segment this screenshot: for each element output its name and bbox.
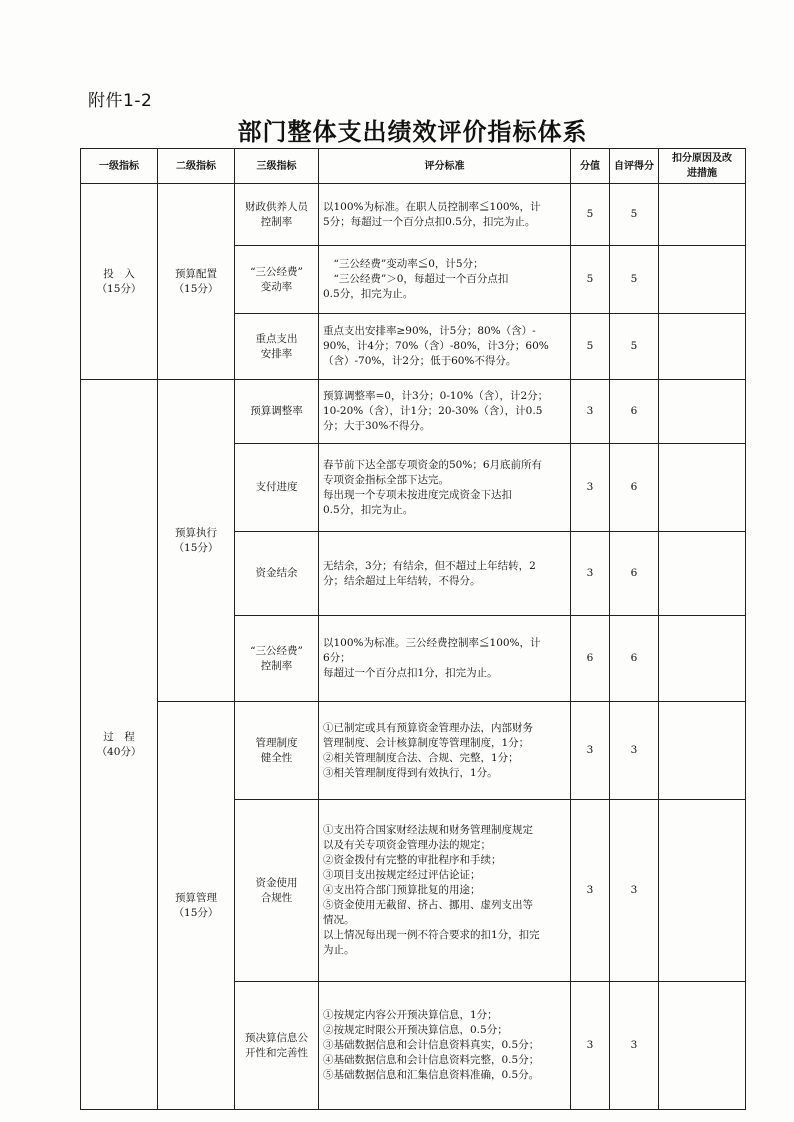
- level1-input: 投 入 （15分）: [81, 184, 158, 380]
- table-row: [81, 184, 746, 246]
- self-score-cell: 6: [610, 532, 659, 616]
- level1-process: 过 程 （40分）: [81, 380, 158, 1110]
- deduction-cell: [659, 702, 746, 800]
- table-row: [81, 702, 746, 800]
- deduction-cell: [659, 184, 746, 246]
- header-score: 分值: [571, 149, 610, 184]
- criteria-cell: 预算调整率=0，计3分；0-10%（含），计2分； 10-20%（含），计1分；20-30%（含），计0.5 分；大于30%不得分。: [319, 380, 571, 444]
- level3-cell: “三公经费” 控制率: [235, 616, 319, 702]
- level3-cell: “三公经费” 变动率: [235, 246, 319, 314]
- score-cell: 5: [571, 246, 610, 314]
- deduction-cell: [659, 314, 746, 380]
- deduction-cell: [659, 246, 746, 314]
- score-cell: 5: [571, 184, 610, 246]
- level2-budget-mgmt: 预算管理 （15分）: [158, 702, 235, 1110]
- header-row: [81, 149, 746, 184]
- level3-cell: 支付进度: [235, 444, 319, 532]
- criteria-cell: 春节前下达全部专项资金的50%；6月底前所有 专项资金指标全部下达完。 每出现一个专项未按进度完成资金下达扣 0.5分，扣完为止。: [319, 444, 571, 532]
- criteria-cell: 无结余，3分；有结余，但不超过上年结转，2 分；结余超过上年结转，不得分。: [319, 532, 571, 616]
- header-deduction: 扣分原因及改 进措施: [659, 149, 746, 184]
- level3-cell: 预决算信息公 开性和完善性: [235, 982, 319, 1110]
- self-score-cell: 5: [610, 184, 659, 246]
- deduction-cell: [659, 800, 746, 982]
- attachment-label: 附件1-2: [88, 91, 153, 111]
- table-row: [81, 380, 746, 444]
- criteria-cell: ①已制定或具有预算资金管理办法，内部财务 管理制度、会计核算制度等管理制度，1分； ②相关管理制度合法、合规、完整，1分； ③相关管理制度得到有效执行，1分。: [319, 702, 571, 800]
- score-cell: 3: [571, 800, 610, 982]
- self-score-cell: 6: [610, 444, 659, 532]
- level2-budget-exec: 预算执行 （15分）: [158, 380, 235, 702]
- score-cell: 3: [571, 380, 610, 444]
- header-level2: 二级指标: [158, 149, 235, 184]
- deduction-cell: [659, 380, 746, 444]
- deduction-cell: [659, 616, 746, 702]
- self-score-cell: 6: [610, 616, 659, 702]
- score-cell: 3: [571, 702, 610, 800]
- self-score-cell: 6: [610, 380, 659, 444]
- score-cell: 5: [571, 314, 610, 380]
- score-cell: 3: [571, 982, 610, 1110]
- level2-budget-config: 预算配置 （15分）: [158, 184, 235, 380]
- self-score-cell: 5: [610, 314, 659, 380]
- self-score-cell: 3: [610, 702, 659, 800]
- header-level1: 一级指标: [81, 149, 158, 184]
- level3-cell: 管理制度 健全性: [235, 702, 319, 800]
- criteria-cell: 重点支出安排率≥90%，计5分；80%（含）- 90%，计4分；70%（含）-80%，计3分；60% （含）-70%，计2分；低于60%不得分。: [319, 314, 571, 380]
- score-cell: 3: [571, 444, 610, 532]
- self-score-cell: 3: [610, 800, 659, 982]
- header-criteria: 评分标准: [319, 149, 571, 184]
- self-score-cell: 5: [610, 246, 659, 314]
- level3-cell: 资金使用 合规性: [235, 800, 319, 982]
- score-cell: 6: [571, 616, 610, 702]
- self-score-cell: 3: [610, 982, 659, 1110]
- criteria-cell: ①支出符合国家财经法规和财务管理制度规定 以及有关专项资金管理办法的规定； ②资金拨付有完整的审批程序和手续； ③项目支出按规定经过评估论证； ④支出符合部门预算批复的用途； ⑤资金使用无截留、挤占、挪用、虚列支出等 情况。 以上情况每出现一例不符合要求的扣1分，扣完 为止。: [319, 800, 571, 982]
- deduction-cell: [659, 532, 746, 616]
- deduction-cell: [659, 444, 746, 532]
- page-title: 部门整体支出绩效评价指标体系: [237, 118, 588, 146]
- score-cell: 3: [571, 532, 610, 616]
- criteria-cell: “三公经费”变动率≦0，计5分； “三公经费”＞0，每超过一个百分点扣 0.5分，扣完为止。: [319, 246, 571, 314]
- deduction-cell: [659, 982, 746, 1110]
- level3-cell: 财政供养人员 控制率: [235, 184, 319, 246]
- indicator-table: [80, 148, 746, 1110]
- level3-cell: 资金结余: [235, 532, 319, 616]
- header-level3: 三级指标: [235, 149, 319, 184]
- criteria-cell: 以100%为标准。三公经费控制率≦100%，计 6分； 每超过一个百分点扣1分，扣完为止。: [319, 616, 571, 702]
- level3-cell: 重点支出 安排率: [235, 314, 319, 380]
- criteria-cell: ①按规定内容公开预决算信息，1分； ②按规定时限公开预决算信息，0.5分； ③基础数据信息和会计信息资料真实，0.5分； ④基础数据信息和会计信息资料完整，0.5分； ⑤基础数据信息和汇集信息资料准确，0.5分。: [319, 982, 571, 1110]
- criteria-cell: 以100%为标准。在职人员控制率≦100%，计 5分；每超过一个百分点扣0.5分，扣完为止。: [319, 184, 571, 246]
- level3-cell: 预算调整率: [235, 380, 319, 444]
- header-self-score: 自评得分: [610, 149, 659, 184]
